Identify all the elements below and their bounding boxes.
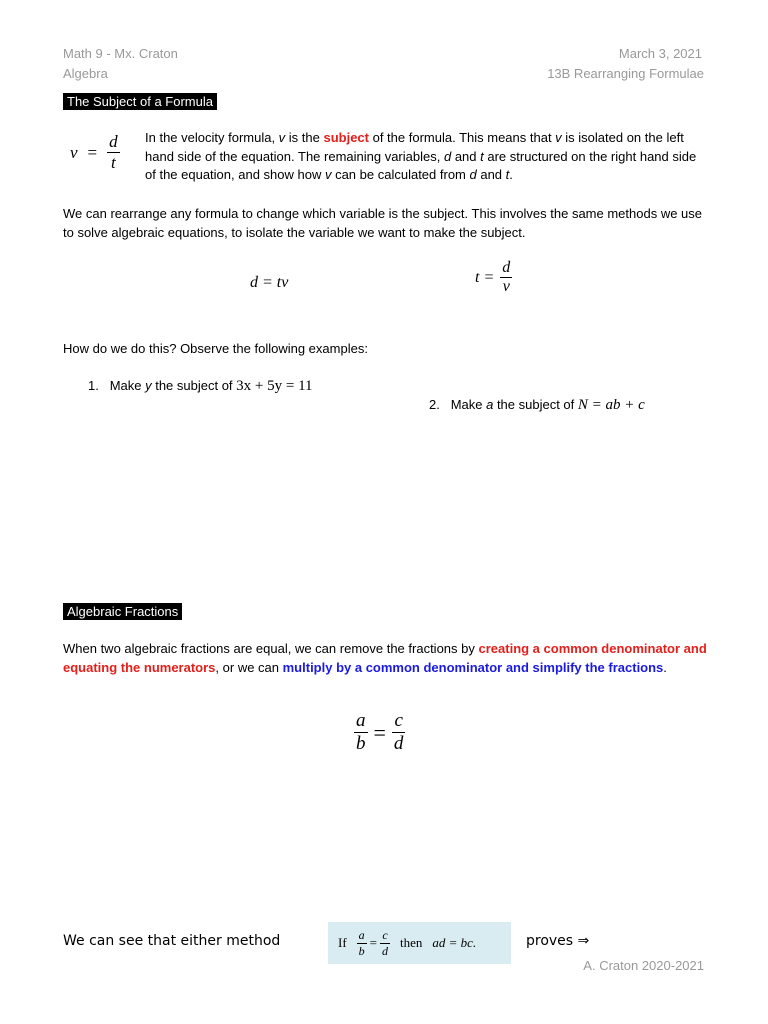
box-numerator-a: a — [358, 927, 365, 942]
text-run: the subject of — [151, 378, 237, 393]
subject-highlight: subject — [323, 130, 369, 145]
box-fraction-a-b — [357, 928, 367, 959]
eq-t-fraction — [500, 259, 512, 296]
eq-t-lhs: t = — [475, 268, 495, 286]
box-if: If — [338, 935, 347, 950]
header-course: Math 9 - Mx. Craton — [63, 46, 178, 61]
text-run: When two algebraic fractions are equal, we can remove the fractions by — [63, 641, 479, 656]
text-run: is isolated on the left hand side of the equation. The remaining variables, — [145, 130, 684, 164]
text-run: Make — [109, 378, 146, 393]
box-fractions — [357, 928, 390, 959]
box-denominator-d: d — [382, 943, 389, 958]
example-2 — [429, 396, 645, 415]
formula-equals: = — [87, 142, 98, 162]
header-lesson: 13B Rearranging Formulae — [547, 66, 704, 81]
box-then: then — [400, 935, 423, 950]
box-equals: = — [369, 935, 378, 950]
how-paragraph: How do we do this? Observe the following examples: — [63, 341, 368, 356]
example-2-equation: N = ab + c — [577, 397, 645, 413]
fractions-paragraph — [63, 640, 713, 677]
var-y: y — [145, 378, 152, 393]
formula-lhs: v — [70, 142, 78, 162]
denominator-d: d — [393, 733, 404, 754]
text-run: are structured on the right hand side of the equation, and show how — [145, 148, 697, 182]
example-number: 1. — [88, 378, 99, 393]
text-run: and — [451, 148, 481, 164]
text-run: . — [509, 167, 513, 182]
text-run: , or we can — [215, 659, 283, 675]
numerator-c: c — [394, 710, 403, 731]
box-denominator-b: b — [358, 943, 365, 958]
equation-d-equals-tv: d = tv — [250, 274, 289, 291]
cross-multiplication-box — [328, 922, 511, 964]
red-highlight: creating a common denominator and equating the numerators — [63, 641, 707, 675]
text-run: of the formula. This means that — [368, 130, 556, 145]
header-date: March 3, 2021 — [618, 46, 702, 61]
numerator-a: a — [356, 710, 366, 731]
text-run: Make — [450, 397, 487, 412]
text-run: the subject of — [493, 397, 578, 412]
example-number: 2. — [429, 397, 440, 412]
var-v: v — [324, 167, 332, 182]
velocity-paragraph — [145, 129, 705, 185]
footer-credit: A. Craton 2020-2021 — [583, 958, 704, 973]
example-1-equation: 3x + 5y = 11 — [236, 378, 313, 394]
var-v: v — [555, 130, 562, 145]
equals-sign: = — [373, 719, 386, 745]
text-run: In the velocity formula, — [145, 130, 279, 145]
formula-numerator: d — [109, 132, 118, 151]
either-method-text: We can see that either method — [63, 933, 281, 949]
var-d: d — [443, 148, 452, 164]
equal-fractions-equation — [354, 710, 405, 755]
box-result: ad = bc. — [432, 935, 477, 950]
fraction-a-over-b — [354, 710, 368, 755]
var-v: v — [278, 130, 286, 145]
formula-fraction — [107, 132, 120, 173]
box-numerator-c: c — [382, 927, 388, 942]
text-run: is the — [285, 130, 324, 145]
section-title-algebraic-fractions: Algebraic Fractions — [63, 603, 182, 620]
var-t: t — [505, 167, 510, 182]
example-1 — [88, 377, 313, 396]
denominator-b: b — [356, 733, 366, 754]
blue-highlight: multiply by a common denominator and simplify the fractions — [282, 659, 664, 675]
fraction-c-over-d — [392, 710, 406, 755]
var-a: a — [486, 397, 494, 412]
eq-t-denominator: v — [502, 278, 510, 295]
var-t: t — [480, 148, 484, 164]
var-d: d — [469, 167, 477, 182]
section-title-subject-of-formula: The Subject of a Formula — [63, 93, 217, 110]
text-run: and — [476, 167, 506, 182]
velocity-formula — [70, 132, 120, 173]
text-run: can be calculated from — [331, 167, 470, 182]
rearrange-paragraph: We can rearrange any formula to change which variable is the subject. This involves the same methods we use to solve algebraic equations, to isolate the variable we want to make the subject. — [63, 206, 703, 240]
text-run: . — [663, 659, 667, 675]
header-subject: Algebra — [63, 66, 108, 81]
box-fraction-c-d — [380, 928, 390, 959]
proves-text: proves ⇒ — [526, 933, 590, 949]
equation-t-equals-d-over-v — [475, 259, 512, 296]
eq-t-numerator: d — [502, 259, 511, 276]
formula-denominator: t — [111, 153, 116, 172]
